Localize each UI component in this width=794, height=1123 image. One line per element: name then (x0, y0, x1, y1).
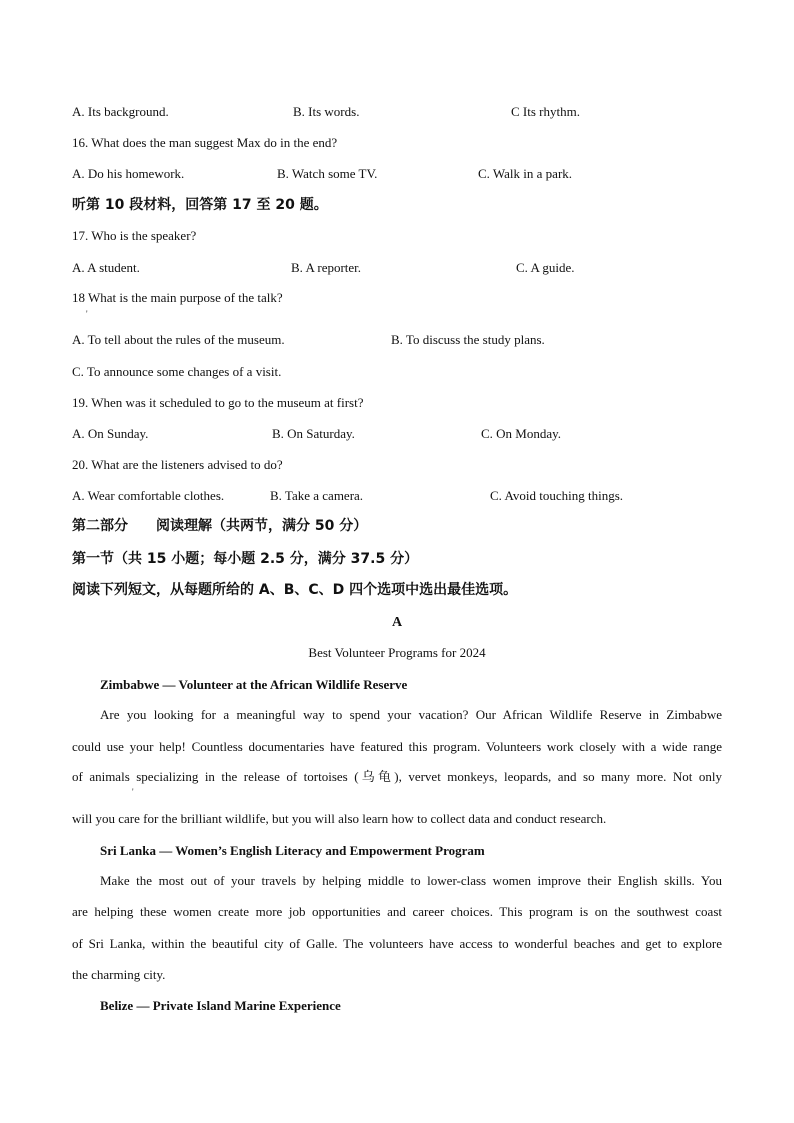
paragraph-line: the charming city. (72, 967, 166, 982)
paragraph-line-wrapper (72, 967, 165, 983)
paragraph-line-wrapper (72, 936, 722, 952)
program-heading-zimbabwe: Zimbabwe — Volunteer at the African Wildlife Reserve (100, 677, 408, 692)
paragraph-line: of Sri Lanka, within the beautiful city of Galle. The volunteers have access to wonderful beaches and get to explore (72, 936, 722, 951)
passage-title: Best Volunteer Programs for 2024 (308, 645, 486, 660)
q20-option-a: A. Wear comfortable clothes. (72, 488, 225, 503)
program-heading-sri-lanka: Sri Lanka — Women’s English Literacy and Empowerment Program (100, 843, 485, 858)
paragraph-line-wrapper (72, 904, 722, 920)
q19-question: 19. When was it scheduled to go to the museum at first? (72, 395, 364, 410)
program-paragraph-sri-lanka (72, 873, 722, 889)
paragraph-line: will you care for the brilliant wildlife, but you will also learn how to collect data and conduct research. (72, 811, 607, 826)
q16-question: 16. What does the man suggest Max do in the end? (72, 135, 338, 150)
q20-question: 20. What are the listeners advised to do? (72, 457, 283, 472)
paragraph-line: Make the most out of your travels by helping middle to lower-class women improve their English skills. You (100, 873, 722, 888)
q19-option-c: C. On Monday. (481, 426, 562, 441)
q15-option-c: C Its rhythm. (511, 104, 580, 119)
part2-title: 第二部分 阅读理解（共两节，满分 50 分） (72, 518, 368, 534)
paragraph-line: Are you looking for a meaningful way to spend your vacation? Our African Wildlife Reserve in Zimbabwe (100, 707, 722, 722)
paragraph-line-wrapper (72, 769, 722, 785)
q19-option-a: A. On Sunday. (72, 426, 149, 441)
q18-option-c: C. To announce some changes of a visit. (72, 364, 282, 379)
program-heading-belize: Belize — Private Island Marine Experience (100, 998, 341, 1013)
reading-instruction: 阅读下列短文，从每题所给的 A、B、C、D 四个选项中选出最佳选项。 (72, 582, 518, 598)
paragraph-line-wrapper (72, 811, 606, 827)
q18-option-a: A. To tell about the rules of the museum. (72, 332, 285, 347)
q17-option-b: B. A reporter. (291, 260, 362, 275)
paragraph-line: are helping these women create more job opportunities and career choices. This program is on the southwest coast (72, 904, 722, 919)
section10-instruction: 听第 10 段材料，回答第 17 至 20 题。 (72, 197, 328, 213)
q17-option-c: C. A guide. (516, 260, 575, 275)
q18-question: 18 What is the main purpose of the talk? (72, 290, 283, 305)
paragraph-line: of animals specializing in the release of tortoises (乌龟), vervet monkeys, leopards, and so many more. Not only (72, 769, 722, 784)
q16-option-a: A. Do his homework. (72, 166, 185, 181)
q15-option-b: B. Its words. (293, 104, 360, 119)
q18-option-b: B. To discuss the study plans. (391, 332, 545, 347)
program-paragraph-zimbabwe (72, 707, 722, 723)
q19-option-b: B. On Saturday. (272, 426, 355, 441)
stray-mark: ' (132, 787, 134, 797)
q20-option-c: C. Avoid touching things. (490, 488, 624, 503)
q15-option-a: A. Its background. (72, 104, 169, 119)
section1-title: 第一节（共 15 小题；每小题 2.5 分，满分 37.5 分） (72, 551, 419, 567)
q17-option-a: A. A student. (72, 260, 140, 275)
q16-option-b: B. Watch some TV. (277, 166, 378, 181)
paragraph-line-wrapper (72, 739, 722, 755)
q20-option-b: B. Take a camera. (270, 488, 364, 503)
q16-option-c: C. Walk in a park. (478, 166, 573, 181)
paragraph-line: could use your help! Countless documentaries have featured this program. Volunteers work closely with a wide range (72, 739, 722, 754)
q17-question: 17. Who is the speaker? (72, 228, 197, 243)
stray-mark: ' (86, 309, 88, 319)
passage-label: A (391, 615, 403, 630)
